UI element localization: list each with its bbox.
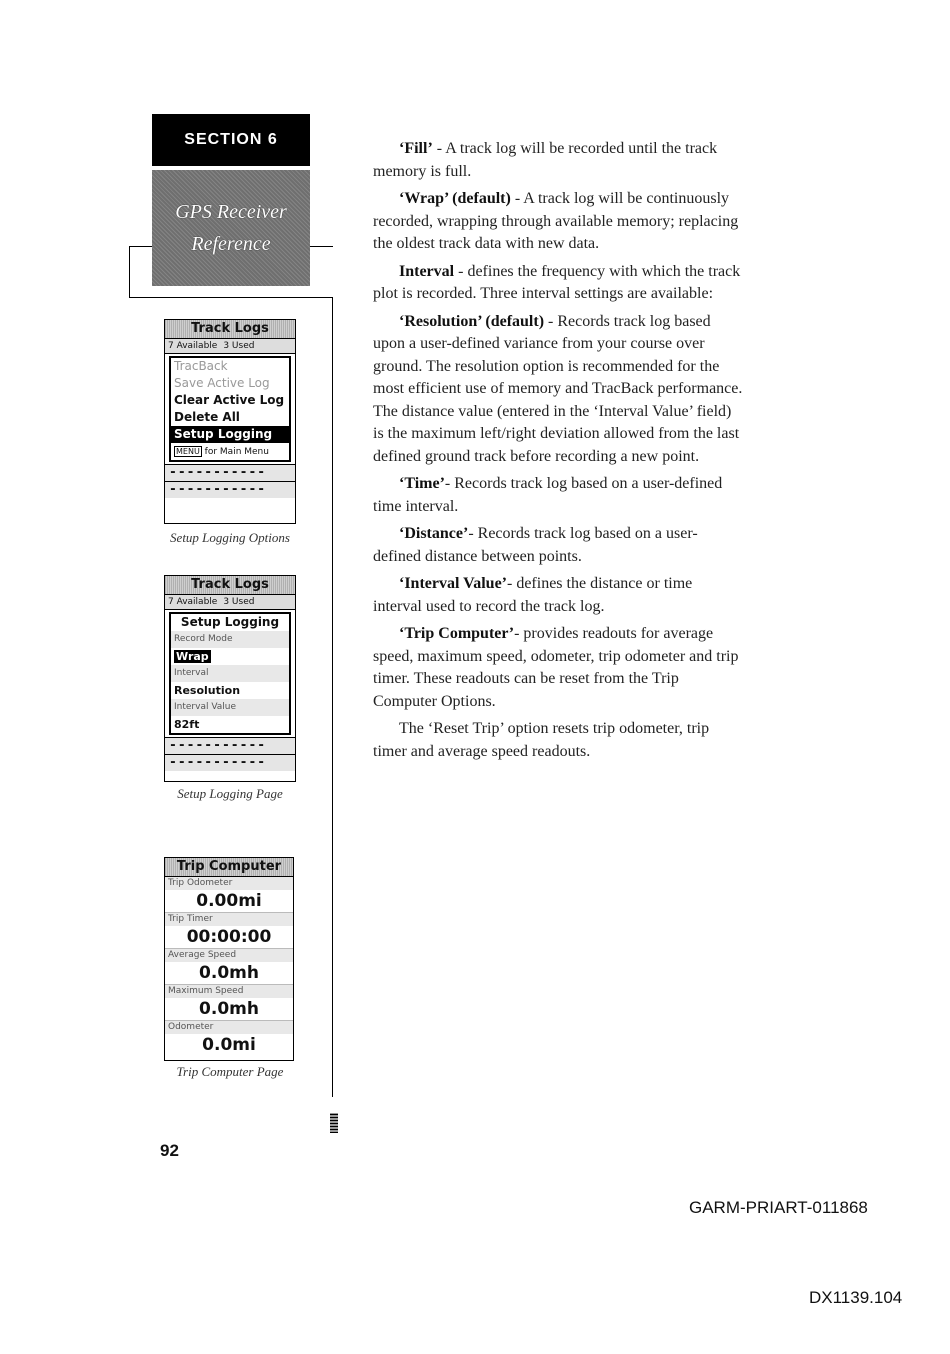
paragraph-trip-computer	[373, 623, 745, 713]
trip-odometer-label: Trip Odometer	[165, 877, 293, 890]
section-title-line1: GPS Receiver	[175, 201, 287, 223]
term-wrap: ‘Wrap’ (default)	[399, 190, 511, 207]
interval-label: Interval	[171, 665, 289, 682]
track-row: -----------	[165, 737, 295, 754]
available-row	[165, 339, 295, 354]
interval-value-field[interactable]: 82ft	[174, 718, 200, 731]
page-number: 92	[160, 1141, 179, 1160]
connector-line	[129, 246, 152, 247]
paragraph-interval-value	[373, 573, 745, 618]
interval-field[interactable]: Resolution	[174, 684, 241, 697]
interval-value-label: Interval Value	[171, 699, 289, 716]
thumb-tab	[330, 1113, 338, 1133]
menu-item-tracback[interactable]: TracBack	[174, 359, 228, 373]
used-count: 3 Used	[223, 341, 255, 351]
record-mode-field[interactable]	[171, 648, 289, 665]
bates-number: GARM-PRIART-011868	[689, 1198, 868, 1217]
paragraph-reset-trip: The ‘Reset Trip’ option resets trip odometer, trip timer and average speed readouts.	[373, 720, 710, 760]
menu-item-delete-all[interactable]: Delete All	[174, 410, 240, 424]
caption-setup-logging-options: Setup Logging Options	[170, 530, 290, 545]
desc-trip-computer: - provides readouts for average speed, maximum speed, odometer, trip odometer and trip timer. These readouts can be reset from the Trip Computer Options.	[373, 625, 739, 710]
track-row: -----------	[165, 754, 295, 771]
paragraph-interval	[373, 261, 745, 306]
desc-interval: - defines the frequency with which the track plot is recorded. Three interval settings are available:	[373, 262, 741, 302]
track-row: -----------	[165, 481, 295, 498]
record-mode-label: Record Mode	[171, 631, 289, 648]
term-resolution: ‘Resolution’ (default)	[399, 312, 545, 330]
paragraph-fill	[373, 138, 745, 183]
track-row: -----------	[165, 464, 295, 481]
menu-item-setup-logging[interactable]: Setup Logging	[171, 426, 289, 443]
desc-time: - Records track log based on a user-defined time interval.	[373, 475, 723, 515]
paragraph-time	[373, 473, 745, 518]
desc-resolution: - Records track log based upon a user-defined variance from your course over ground. The resolution option is recommended for the most efficient use of memory and TracBack performance. The distance value (entered in the ‘Interval Value’ field) is the maximum left/right deviation allowed from the last defined ground track before recording a new point.	[373, 312, 743, 465]
desc-interval-value: - defines the distance or time interval used to record the track log.	[373, 575, 693, 615]
panel-title: Setup Logging	[180, 615, 280, 629]
track-logs-screen	[164, 319, 296, 524]
body-text	[373, 138, 745, 768]
options-menu	[169, 356, 291, 462]
setup-logging-screen	[164, 575, 296, 782]
menu-key-icon: MENU	[176, 447, 200, 456]
available-row	[165, 595, 295, 610]
setup-logging-panel	[169, 612, 291, 735]
trip-odometer-value: 0.00mi	[165, 890, 293, 913]
average-speed-value: 0.0mh	[165, 962, 293, 985]
available-count: 7 Available	[168, 597, 218, 607]
caption-setup-logging-page: Setup Logging Page	[177, 786, 283, 801]
exhibit-number: DX1139.104	[809, 1288, 903, 1307]
available-count: 7 Available	[168, 341, 218, 351]
paragraph-wrap	[373, 188, 745, 256]
odometer-label: Odometer	[165, 1021, 293, 1034]
term-interval-value: ‘Interval Value’	[399, 575, 507, 592]
sidebar-rule	[332, 297, 333, 1097]
desc-wrap: - A track log will be continuously recorded, wrapping through available memory; replacing the oldest track data with new data.	[373, 190, 739, 252]
screen-title: Track Logs	[165, 576, 295, 595]
connector-line	[310, 246, 333, 247]
term-trip-computer: ‘Trip Computer’	[399, 625, 515, 642]
trip-timer-value: 00:00:00	[165, 926, 293, 949]
screen-title: Trip Computer	[165, 858, 293, 877]
menu-hint-text: for Main Menu	[204, 447, 269, 457]
term-interval: Interval	[399, 262, 455, 280]
section-label: SECTION 6	[152, 114, 310, 166]
average-speed-label: Average Speed	[165, 949, 293, 962]
used-count: 3 Used	[223, 597, 255, 607]
term-fill: ‘Fill’	[399, 140, 433, 157]
paragraph-resolution	[373, 311, 745, 469]
term-distance: ‘Distance’	[399, 525, 469, 542]
term-time: ‘Time’	[399, 475, 445, 492]
maximum-speed-label: Maximum Speed	[165, 985, 293, 998]
section-title	[152, 170, 310, 286]
connector-line	[129, 246, 130, 298]
desc-fill: - A track log will be recorded until the track memory is full.	[373, 140, 718, 180]
menu-item-save-active-log[interactable]: Save Active Log	[174, 376, 270, 390]
trip-computer-screen	[164, 857, 294, 1061]
connector-line	[129, 297, 333, 298]
menu-item-clear-active-log[interactable]: Clear Active Log	[174, 393, 285, 407]
screen-title: Track Logs	[165, 320, 295, 339]
desc-distance: - Records track log based on a user-defined distance between points.	[373, 525, 698, 565]
maximum-speed-value: 0.0mh	[165, 998, 293, 1021]
trip-timer-label: Trip Timer	[165, 913, 293, 926]
section-title-line2: Reference	[191, 233, 271, 255]
record-mode-value[interactable]: Wrap	[176, 650, 209, 663]
paragraph-distance	[373, 523, 745, 568]
odometer-value: 0.0mi	[202, 1035, 256, 1055]
menu-hint	[171, 443, 289, 460]
caption-trip-computer-page: Trip Computer Page	[176, 1064, 284, 1079]
